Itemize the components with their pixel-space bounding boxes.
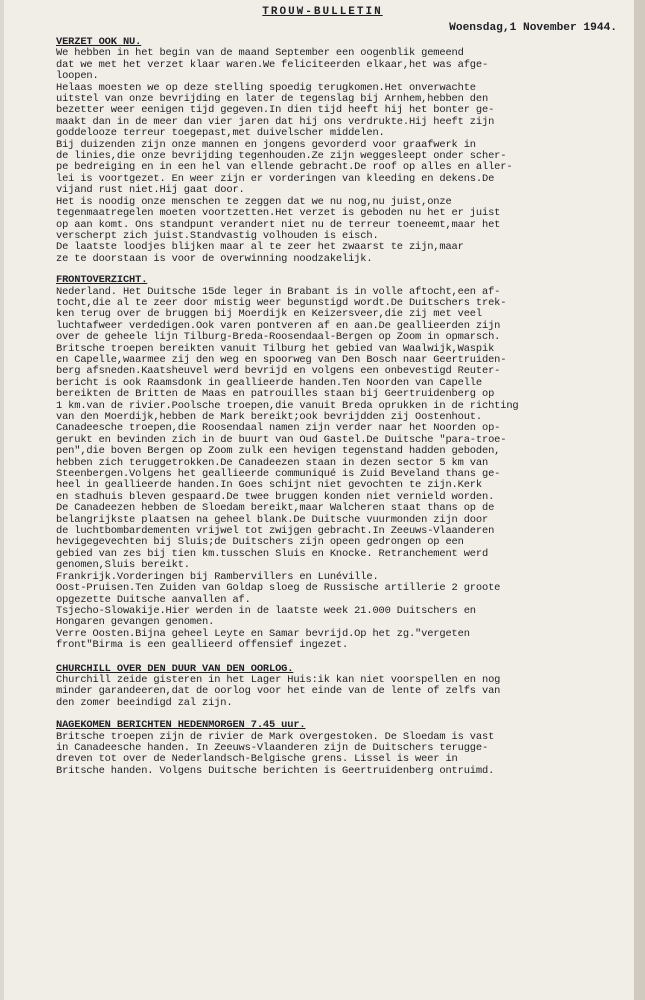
paragraph: Britsche troepen zijn de rivier de Mark overgestoken. De Sloedam is vast in Canadeesche handen. In Zeeuws-Vlaanderen zijn de Duitschers terugge- dreven tot over de Nederlandsch-Belgische grens. Lissel is weer in Britsche handen. Volgens Duitsche berichten is Geertruidenberg ontruimd. bbox=[56, 730, 495, 777]
section-heading: VERZET OOK NU. bbox=[56, 36, 142, 48]
bulletin-title: TROUW-BULLETIN bbox=[262, 6, 383, 18]
paragraph: Frankrijk.Vorderingen bij Rambervillers en Lunéville. Oost-Pruisen.Ten Zuiden van Goldap sloeg de Russische artillerie 2 groote opgezette Duitsche aanvallen af. Tsjecho-Slowakije.Hier werden in de laatste week 21.000 Duitschers en Hongaren gevangen genomen. Verre Oosten.Bijna geheel Leyte en Samar bevrijd.Op het zg."vergeten front"Birma is een geallieerd offensief ingezet. bbox=[56, 570, 501, 652]
section-heading: NAGEKOMEN BERICHTEN HEDENMORGEN 7.45 uur. bbox=[56, 719, 306, 732]
section-frontoverzicht bbox=[56, 275, 626, 651]
paragraph: We hebben in het begin van de maand September een oogenblik gemeend dat we met het verzet klaar waren.We feliciteerden elkaar,het was afge- loopen. bbox=[56, 47, 489, 83]
paragraph: De laatste loodjes blijken maar al te zeer het zwaarst te zijn,maar ze te doorstaan is voor de overwinning noodzakelijk. bbox=[56, 241, 464, 265]
paragraph: Nederland. Het Duitsche 15de leger in Brabant is in volle aftocht,een af- tocht,die al te zeer door mistig weer begunstigd wordt.De Duitschers trek- ken terug over de bruggen bij Moerdijk en Keizersveer,die zij met veel luchtafweer verdedigen.Ook varen pontveren af en aan.De geallieerden zijn over de geheele lijn Tilburg-Breda-Roosendaal-Bergen op Zoom in opmarsch. Britsche troepen bereikten vanuit Tilburg het gebied van Waalwijk,Waspik en Capelle,waarmee zij den weg en spoorweg van Den Bosch naar Geertruiden- berg afsneden.Kaatsheuvel werd bevrijd en volgens een onbevestigd Reuter- bericht is ook Raamsdonk in geallieerde handen.Ten Noorden van Capelle bereikten de Britten de Maas en patrouilles staan bij Geertruidenberg op 1 km.van de rivier.Poolsche troepen,die vanuit Breda oprukken in de richting van den Moerdijk,hebben de Mark bereikt;ook bevrijdden zij Oostenhout. Canadeesche troepen,die Roosendaal namen zijn verder naar het Noorden op- gerukt en bevinden zich in de buurt van Oud Gastel.De Duitsche "para-troe- pen",die boven Bergen op Zoom zulk een hevigen tegenstand hadden geboden, hebben zich teruggetrokken.De Canadeezen staan in dezen sector 5 km van Steenbergen.Volgens het geallieerde communiqué is Zuid Beveland thans ge- heel in geallieerde handen.In Goes schijnt niet gevochten te zijn.Kerk en stadhuis bleven gespaard.De twee bruggen konden niet vernield worden. De Canadeezen hebben de Sloedam bereikt,maar Walcheren staat thans op de belangrijkste plaatsen na geheel blank.De Duitsche vuurmonden zijn door de luchtbombardementen vrijwel tot zwijgen gebracht.In Zeeuws-Vlaanderen hevigegevechten bij Sluis;de Duitschers zijn opeen gedrongen op een gebied van zes bij tien km.tusschen Sluis en Knocke. Retranchement werd genomen,Sluis bereikt. bbox=[56, 285, 519, 572]
section-churchill bbox=[56, 664, 626, 710]
bulletin-body bbox=[56, 37, 626, 777]
paragraph: Bij duizenden zijn onze mannen en jongens gevorderd voor graafwerk in de linies,die onze bevrijding tegenhouden.Ze zijn weggesleept onder scher- pe bedreiging en in een hel van ellende gebracht.De roof op alles en aller- lei is voortgezet. En weer zijn er vorderingen van kleeding en dekens.De vijand rust niet.Hij gaat door. bbox=[56, 138, 513, 197]
paragraph: Het is noodig onze menschen te zeggen dat we nu nog,nu juist,onze tegenmaatregelen moeten voortzetten.Het verzet is geboden nu het er juist op aan komt. Ons standpunt verandert niet nu de terreur toeneemt,maar het verscherpt zich juist.Standvastig volhouden is eisch. bbox=[56, 195, 501, 242]
section-heading: FRONTOVERZICHT. bbox=[56, 274, 148, 287]
paragraph: Helaas moesten we op deze stelling spoedig terugkomen.Het onverwachte uitstel van onze bevrijding en later de tegenslag bij Arnhem,hebben den bezetter weer eenigen tijd gegeven.In dien tijd heeft hij het bonter ge- maakt dan in de meer dan vier jaren dat hij ons verdrukte.Hij heeft zijn goddelooze terreur toegepast,met duivelscher middelen. bbox=[56, 81, 495, 140]
section-verzet bbox=[56, 37, 626, 265]
bulletin-date: Woensdag,1 November 1944. bbox=[449, 22, 617, 34]
section-nagekomen bbox=[56, 720, 626, 777]
section-heading: CHURCHILL OVER DEN DUUR VAN DEN OORLOG. bbox=[56, 662, 294, 675]
background-edge bbox=[634, 0, 645, 1000]
paragraph: Churchill zeide gisteren in het Lager Huis:ik kan niet voorspellen en nog minder garandeeren,dat de oorlog voor het einde van de lente of zelfs van den zomer beeindigd zal zijn. bbox=[56, 673, 501, 709]
